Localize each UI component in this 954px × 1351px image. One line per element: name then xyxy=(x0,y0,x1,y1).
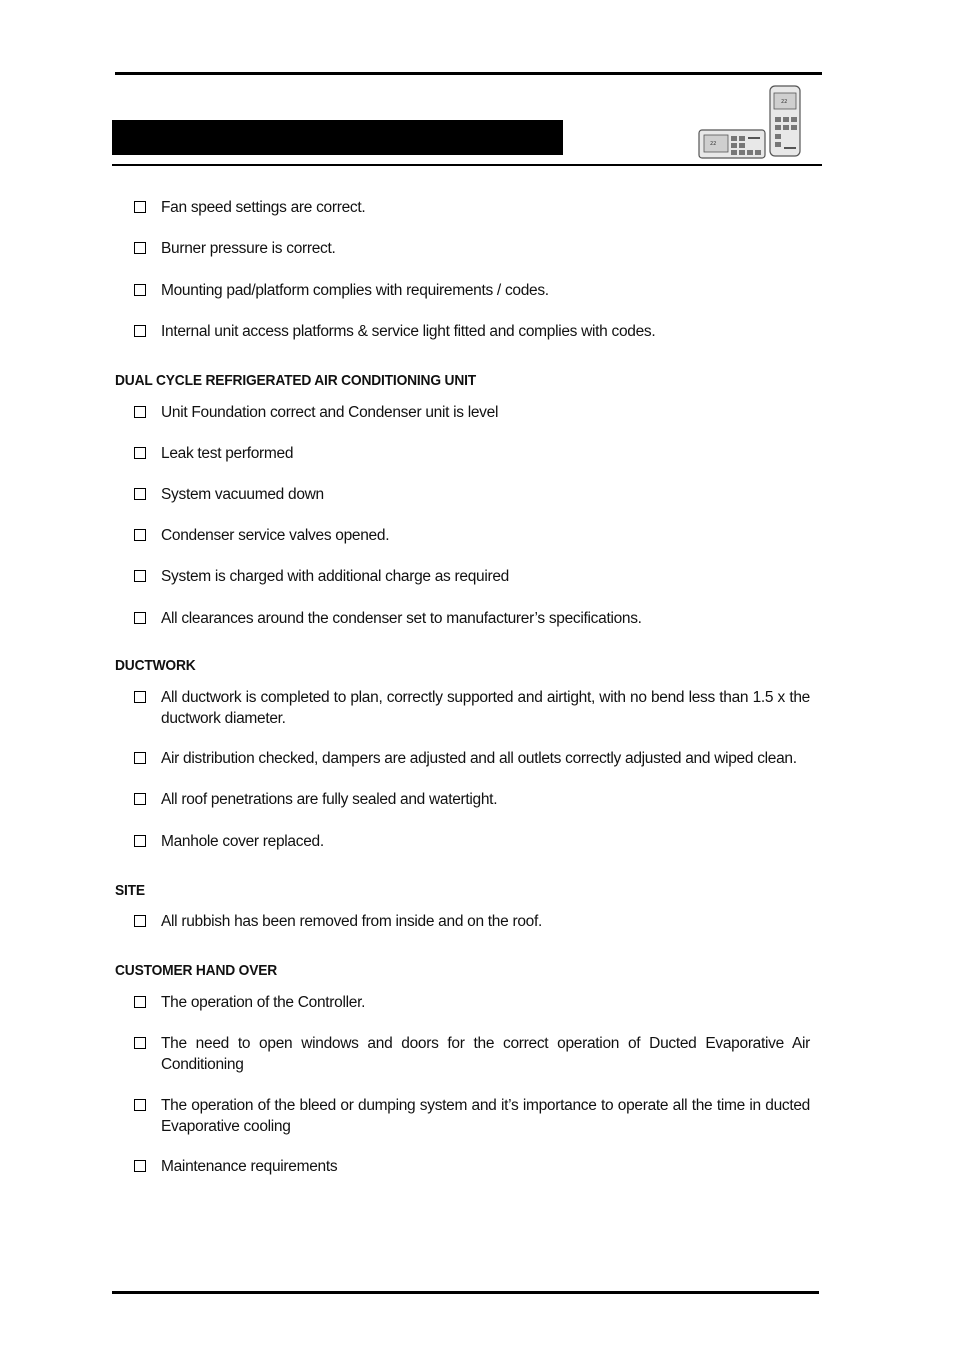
item-label: Burner pressure is correct. xyxy=(161,240,336,257)
checkbox[interactable] xyxy=(134,406,146,418)
item-label: System is charged with additional charge as required xyxy=(161,568,509,585)
checkbox[interactable] xyxy=(134,447,146,459)
checkbox[interactable] xyxy=(134,835,146,847)
item-label: Maintenance requirements xyxy=(161,1158,338,1175)
checkbox[interactable] xyxy=(134,1160,146,1172)
item-label: All ductwork is completed to plan, correctly supported and airtight, with no bend less than 1.5 x the ductwork diameter. xyxy=(161,689,810,727)
footer-rule xyxy=(112,1291,819,1294)
section-heading: DUCTWORK xyxy=(115,657,196,674)
section-heading: DUAL CYCLE REFRIGERATED AIR CONDITIONING UNIT xyxy=(115,372,476,389)
item-label: All roof penetrations are fully sealed and watertight. xyxy=(161,791,498,808)
checkbox[interactable] xyxy=(134,1099,146,1111)
section-heading: CUSTOMER HAND OVER xyxy=(115,962,278,979)
checkbox[interactable] xyxy=(134,570,146,582)
item-label: All clearances around the condenser set to manufacturer’s specifications. xyxy=(161,610,642,627)
checkbox[interactable] xyxy=(134,752,146,764)
top-rule xyxy=(115,72,822,75)
checkbox[interactable] xyxy=(134,201,146,213)
item-label: The operation of the bleed or dumping system and it’s importance to operate all the time in ducted Evaporative cooling xyxy=(161,1097,810,1135)
header-title-bar xyxy=(112,120,563,155)
item-label: Unit Foundation correct and Condenser unit is level xyxy=(161,404,499,421)
svg-text:22: 22 xyxy=(710,141,717,147)
checkbox[interactable] xyxy=(134,242,146,254)
item-label: Air distribution checked, dampers are adjusted and all outlets correctly adjusted and wiped clean. xyxy=(161,750,797,767)
section-heading: SITE xyxy=(115,882,145,899)
checkbox[interactable] xyxy=(134,996,146,1008)
item-label: System vacuumed down xyxy=(161,486,324,503)
checkbox[interactable] xyxy=(134,793,146,805)
item-label: Manhole cover replaced. xyxy=(161,833,324,850)
item-label: All rubbish has been removed from inside and on the roof. xyxy=(161,913,542,930)
checkbox[interactable] xyxy=(134,284,146,296)
header-bottom-rule xyxy=(112,164,822,166)
item-label: Condenser service valves opened. xyxy=(161,527,390,544)
controller-devices-icon xyxy=(696,84,806,162)
svg-text:22: 22 xyxy=(781,99,788,105)
checkbox[interactable] xyxy=(134,915,146,927)
item-label: Mounting pad/platform complies with requirements / codes. xyxy=(161,282,549,299)
checkbox[interactable] xyxy=(134,1037,146,1049)
checkbox[interactable] xyxy=(134,691,146,703)
item-label: The need to open windows and doors for the correct operation of Ducted Evaporative Air Conditioning xyxy=(161,1035,810,1073)
checkbox[interactable] xyxy=(134,325,146,337)
checkbox[interactable] xyxy=(134,612,146,624)
checkbox[interactable] xyxy=(134,529,146,541)
item-label: Fan speed settings are correct. xyxy=(161,199,366,216)
checkbox[interactable] xyxy=(134,488,146,500)
item-label: Internal unit access platforms & service light fitted and complies with codes. xyxy=(161,323,656,340)
item-label: The operation of the Controller. xyxy=(161,994,366,1011)
item-label: Leak test performed xyxy=(161,445,294,462)
